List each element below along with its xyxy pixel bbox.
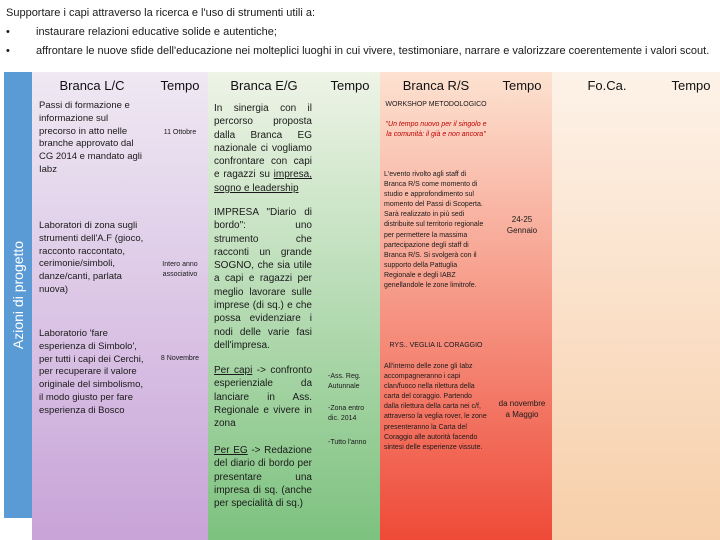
- side-label: Azioni di progetto: [10, 240, 26, 350]
- lc-item-laboratori: Laboratori di zona sugli strumenti dell'A.F (gioco, racconto raccontato, cerimonie/simboli, danze/canti, parlata nuova): [39, 220, 144, 295]
- intro-section: [6, 4, 718, 61]
- column-header: Branca R/S: [402, 78, 470, 93]
- eg-item-impresa: IMPRESA "Diario di bordo": uno strumento che racconti un grande SOGNO, che sia utile a capi e ragazzi per meglio lavorare sulle imprese (di sq.) e che possa evidenziare i nodi delle varie fasi dell'impresa.: [214, 207, 312, 351]
- tempo-value: -Ass. Reg. Autunnale: [328, 373, 361, 391]
- column-branca-eg: [208, 72, 320, 540]
- tempo-value: 8 Novembre: [160, 355, 200, 362]
- rs-coraggio-body: All'interno delle zone gli Iabz accompagneranno i capi clan/fuoco nella rilettura della carta del coraggio. Partendo dalla rilettura della carta nei c/f, attraverso la veglia rover, le zone presenteranno la Carta del Coraggio alle autorità facendo sintesi delle esperienze vissute.: [384, 363, 487, 451]
- intro-bullet: [6, 42, 718, 61]
- column-header: Tempo: [671, 78, 711, 93]
- bullet-text: affrontare le nuove sfide dell'educazione nei molteplici luoghi in cui vivere, testimoniare, narrare e valorizzare coerentemente i valori scout.: [36, 45, 710, 57]
- column-header: Branca L/C: [59, 78, 125, 93]
- intro-heading: Supportare i capi attraverso la ricerca e l'uso di strumenti utili a:: [6, 7, 316, 19]
- column-branca-lc: [32, 72, 152, 540]
- column-tempo-eg: [320, 72, 380, 540]
- bullet-text: instaurare relazioni educative solide e autentiche;: [36, 26, 277, 38]
- lc-item-simbolo: Laboratorio 'fare esperienza di Simbolo', per tutti i capi dei Cerchi, per recuperare il valore originale del simbolismo, il modo giusto per fare esperienza di Bosco: [39, 328, 144, 416]
- tempo-value: -Tutto l'anno: [328, 439, 367, 446]
- column-header: Tempo: [502, 78, 542, 93]
- column-header: Fo.Ca.: [587, 78, 627, 93]
- eg-item-per-capi: Per capi -> confronto esperienziale da lanciare in Ass. Regionale e vivere in zona: [214, 365, 313, 430]
- rs-coraggio-title: RYS.. VEGLIA IL CORAGGIO: [389, 342, 483, 349]
- lc-item-formazione: Passi di formazione e informazione sul precorso in atto nelle branche approvato dal CG 2014 e mandato agli Iabz: [39, 100, 142, 175]
- side-label-bar: [4, 72, 32, 518]
- eg-item-per-eg: Per EG -> Redazione del diario di bordo per presentare una impresa di sq. (anche per specialità di sq.): [214, 445, 312, 510]
- rs-workshop-quote: "Un tempo nuovo per il singolo e la comunità: il già e non ancora": [385, 121, 487, 139]
- column-foca: [552, 72, 662, 540]
- intro-bullet: [6, 23, 718, 42]
- bullet-icon: •: [6, 45, 10, 57]
- column-branca-rs: [380, 72, 492, 540]
- column-header: Branca E/G: [230, 78, 298, 93]
- column-tempo-lc: [152, 72, 208, 540]
- tempo-value: -Zona entro dic. 2014: [328, 405, 365, 423]
- column-header: Tempo: [160, 78, 200, 93]
- eg-label-per-eg: Per EG: [214, 445, 248, 456]
- tempo-value: Intero anno associativo: [162, 261, 198, 279]
- rs-workshop-body: L'evento rivolto agli staff di Branca R/S come momento di studio e approfondimento sul momento del Passi di Scoperta. Sarà realizzato in più sedi distribuite sul territorio regionale per permettere la massima partecipazione degli staff di Branca R/S. Si svolgerà con il supporto della Pattuglia Regionale e degli IABZ genellandole le zone limitrofe.: [384, 171, 484, 290]
- bullet-icon: •: [6, 26, 10, 38]
- column-tempo-rs: [492, 72, 552, 540]
- tempo-value: da novembre a Maggio: [498, 399, 546, 419]
- tempo-value: 11 Ottobre: [163, 129, 197, 136]
- column-tempo-foca: [662, 72, 720, 540]
- eg-label-per-capi: Per capi: [214, 365, 253, 376]
- rs-workshop-title: WORKSHOP METODOLOGICO: [385, 101, 487, 108]
- tempo-value: 24-25 Gennaio: [506, 215, 538, 235]
- column-header: Tempo: [330, 78, 370, 93]
- eg-link-impresa[interactable]: impresa, sogno e leadership: [214, 169, 312, 194]
- eg-item-sinergia: In sinergia con il percorso proposta dalla Branca EG nazionale ci vogliamo confrontare con capi e ragazzi su impresa, sogno e leadership: [214, 103, 312, 194]
